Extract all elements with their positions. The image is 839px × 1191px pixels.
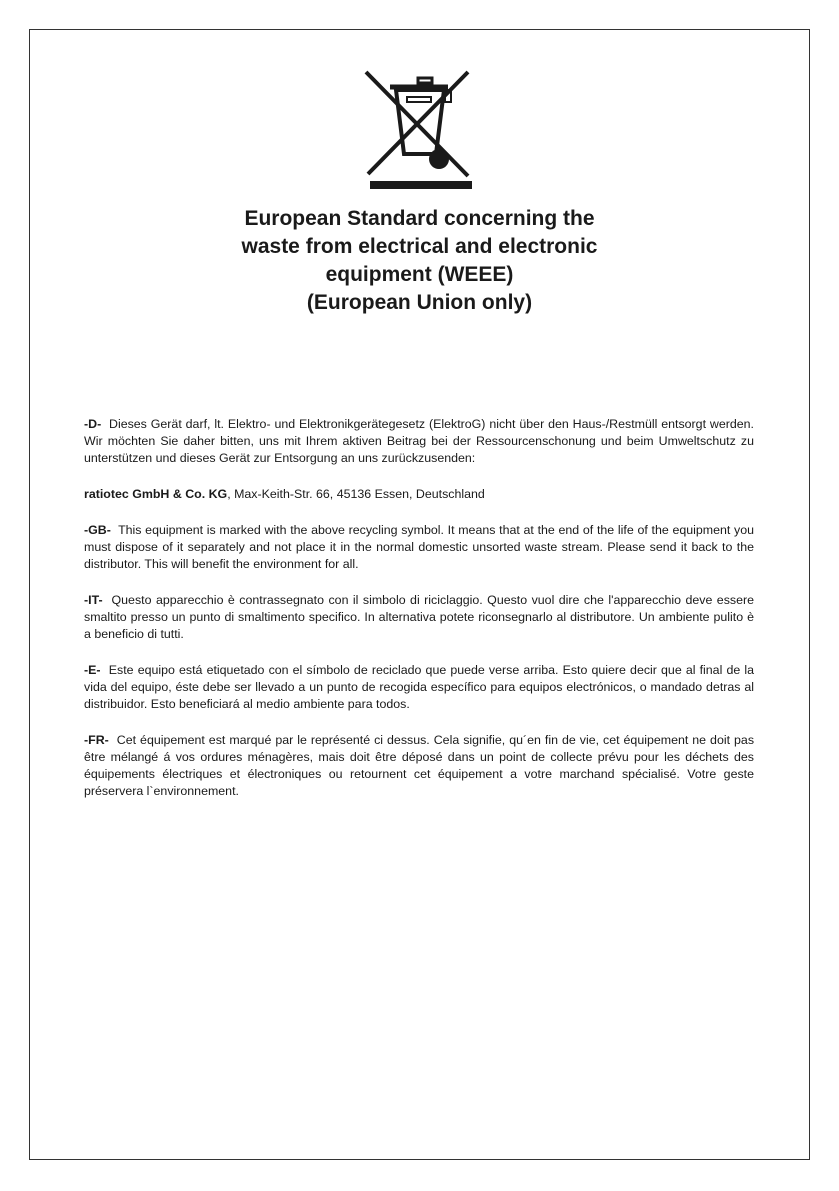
paragraph-english bbox=[84, 522, 754, 573]
title-line-3: equipment (WEEE) bbox=[325, 263, 514, 286]
company-name: ratiotec GmbH & Co. KG bbox=[84, 487, 228, 501]
title-line-1: European Standard concerning the bbox=[244, 207, 595, 230]
lang-tag-italian: -IT- bbox=[84, 593, 103, 607]
lang-tag-spanish: -E- bbox=[84, 663, 101, 677]
title-line-4: (European Union only) bbox=[306, 291, 533, 314]
paragraph-italian-text: Questo apparecchio è contrassegnato con il simbolo di riciclaggio. Questo vuol dire che l'apparecchio deve essere smaltito presso un punto di smaltimento specifico. In alternativa potete riconsegnarlo al distributore. Un ambiente pulito è a beneficio di tutti. bbox=[84, 593, 754, 641]
lang-tag-french: -FR- bbox=[84, 733, 109, 747]
notice-content bbox=[84, 416, 754, 819]
company-address-text: , Max-Keith-Str. 66, 45136 Essen, Deutschland bbox=[227, 487, 485, 501]
paragraph-french bbox=[84, 732, 754, 800]
lang-tag-english: -GB- bbox=[84, 523, 111, 537]
paragraph-spanish-text: Este equipo está etiquetado con el símbolo de reciclado que puede verse arriba. Esto quiere decir que al final de la vida del equipo, éste debe ser llevado a un punto de recogida específico para equipos electrónicos, o mandado detras al distribuidor. Esto beneficiará al medio ambiente para todos. bbox=[84, 663, 754, 711]
company-address bbox=[84, 486, 754, 503]
paragraph-german-text: Dieses Gerät darf, lt. Elektro- und Elektronikgerätegesetz (ElektroG) nicht über den Haus-/Restmüll entsorgt werden. Wir möchten Sie daher bitten, uns mit Ihrem aktiven Beitrag bei der Ressourcenschonung und beim Umweltschutz zu unterstützen und dieses Gerät zur Entsorgung an uns zurückzusenden: bbox=[84, 417, 754, 465]
paragraph-italian bbox=[84, 592, 754, 643]
page-title bbox=[150, 205, 689, 317]
paragraph-spanish bbox=[84, 662, 754, 713]
lang-tag-german: -D- bbox=[84, 417, 102, 431]
crossed-out-wheelie-bin-icon bbox=[360, 68, 476, 192]
paragraph-french-text: Cet équipement est marqué par le représenté ci dessus. Cela signifie, qu´en fin de vie, cet équipement ne doit pas être mélangé á vos ordures ménagères, mais doit être déposé dans un point de collecte prévu pour les déchets des équipements électriques et électroniques ou retournent cet équipement a votre marchand spécialisé. Votre geste préservera l`environnement. bbox=[84, 733, 755, 798]
title-line-2: waste from electrical and electronic bbox=[241, 235, 598, 258]
paragraph-german bbox=[84, 416, 754, 467]
paragraph-english-text: This equipment is marked with the above recycling symbol. It means that at the end of the life of the equipment you must dispose of it separately and not place it in the normal domestic unsorted waste stream. Please send it back to the distributor. This will benefit the environment for all. bbox=[84, 523, 754, 571]
